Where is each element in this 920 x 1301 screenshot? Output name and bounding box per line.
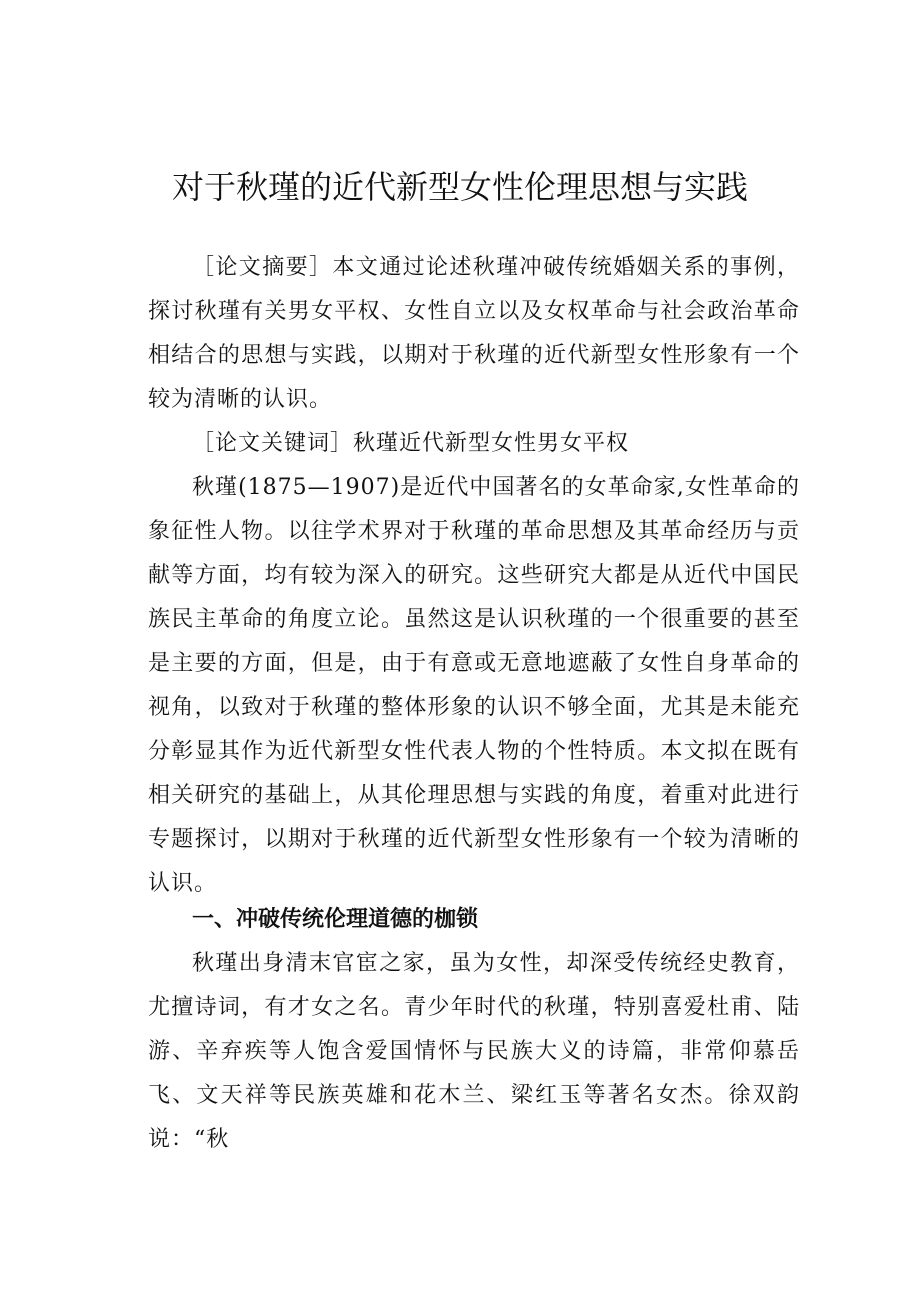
intro-paragraph: 秋瑾(1875—1907)是近代中国著名的女革命家,女性革命的象征性人物。以往学术界对于秋瑾的革命思想及其革命经历与贡献等方面，均有较为深入的研究。这些研究大都是从近代中国民族民主革命的角度立论。虽然这是认识秋瑾的一个很重要的甚至是主要的方面，但是，由于有意或无意地遮蔽了女性自身革命的视角，以致对于秋瑾的整体形象的认识不够全面，尤其是未能充分彰显其作为近代新型女性代表人物的个性特质。本文拟在既有相关研究的基础上，从其伦理思想与实践的角度，着重对此进行专题探讨，以期对于秋瑾的近代新型女性形象有一个较为清晰的认识。 bbox=[148, 475, 800, 896]
abstract-paragraph: ［论文摘要］本文通过论述秋瑾冲破传统婚姻关系的事例，探讨秋瑾有关男女平权、女性自立以及女权革命与社会政治革命相结合的思想与实践，以期对于秋瑾的近代新型女性形象有一个较为清晰的认识。 bbox=[148, 255, 800, 412]
document-title: 对于秋瑾的近代新型女性伦理思想与实践 bbox=[171, 168, 748, 206]
keywords-paragraph: ［论文关键词］秋瑾近代新型女性男女平权 bbox=[192, 431, 630, 456]
section-heading: 一、冲破传统伦理道德的枷锁 bbox=[192, 907, 479, 932]
section-paragraph: 秋瑾出身清末官宦之家，虽为女性，却深受传统经史教育，尤擅诗词，有才女之名。青少年时代的秋瑾，特别喜爱杜甫、陆游、辛弃疾等人饱含爱国情怀与民族大义的诗篇，非常仰慕岳飞、文天祥等民族英雄和花木兰、梁红玉等著名女杰。徐双韵说：“秋 bbox=[148, 951, 800, 1152]
